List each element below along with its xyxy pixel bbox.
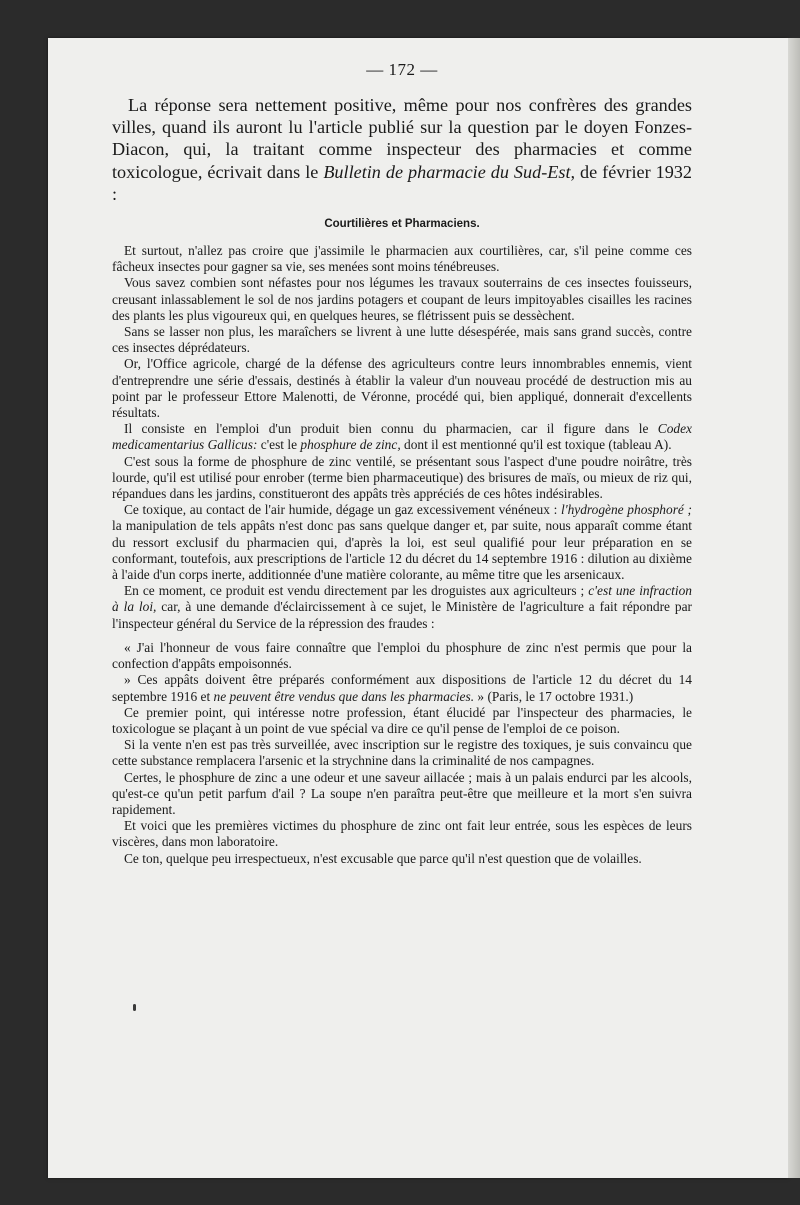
paragraph-7 <box>112 502 692 583</box>
quote-2-text-a: » Ces appâts doivent être préparés conformément aux dispositions de l'article 12 du décret du 14 septembre 1916 et <box>112 672 692 704</box>
intro-text: La réponse sera nettement positive, même pour nos confrères des grandes villes, quand ils auront lu l'article publié sur la question par le doyen Fonzes-Diacon, qui, la traitant comme inspecteur des pharmacies et comme toxicologue, écrivait dans le <box>112 95 692 182</box>
paragraph-7-text-a: Ce toxique, au contact de l'air humide, dégage un gaz excessivement vénéneux : <box>124 502 562 518</box>
paragraph-8-text-b: car, à une demande d'éclaircissement à ce sujet, le Ministère de l'agriculture a fait répondre par l'inspecteur général du Service de la répression des fraudes : <box>112 599 692 631</box>
paragraph-7-text-b: la manipulation de tels appâts n'est donc pas sans quelque danger et, par suite, nous apparaît comme étant du ressort exclusif du pharmacien qui, d'après la loi, est seul qualifié pour leur préparation en se conformant, toutefois, aux prescriptions de l'article 12 du décret du 14 septembre 1916 : dilution au dixième à l'aide d'un corps inerte, additionnée d'une matière colorante, au même titre que les arsenicaux. <box>112 518 692 583</box>
paragraph-5-codex: Codex medicamentarius Gallicus: <box>112 421 692 453</box>
paragraph-8-infraction: c'est une infraction à la loi, <box>112 583 693 615</box>
page-content <box>112 60 692 867</box>
paragraph-5-text-c: dont il est mentionné qu'il est toxique (tableau A). <box>400 437 672 453</box>
paragraph-5-text-a: Il consiste en l'emploi d'un produit bien connu du pharmacien, car il figure dans le <box>124 421 658 437</box>
intro-date: de février 1932 : <box>112 161 692 204</box>
paragraph-6: C'est sous la forme de phosphure de zinc ventilé, se présentant sous l'aspect d'une poudre noirâtre, très lourde, qu'il est utilisé pour enrober (terme bien pharmaceutique) des brisures de maïs, ou mieux de riz qui, répandues dans les jardins, constitueront des appâts très appréciés de ces hôtes indésirables. <box>112 453 692 502</box>
paragraph-2: Vous savez combien sont néfastes pour nos légumes les travaux souterrains de ces insectes fouisseurs, creusant inlassablement le sol de nos jardins potagers et coupant de leurs impitoyables cisailles les racines des plants les plus vigoureux qui, en quelques heures, se flétrissent puis se dessèchent. <box>112 275 692 323</box>
paragraph-8 <box>112 583 692 632</box>
page-number: — 172 — <box>366 60 438 79</box>
quote-paragraph-1: « J'ai l'honneur de vous faire connaître que l'emploi du phosphure de zinc n'est permis que pour la confection d'appâts empoisonnés. <box>112 639 692 672</box>
paragraph-4: Or, l'Office agricole, chargé de la défense des agriculteurs contre leurs innombrables ennemis, vient d'entreprendre une série d'essais, destinés à établir la valeur d'un nouveau procédé de destruction mis au point par le professeur Ettore Malenotti, de Véronne, procédé qui, bien appliqué, donnerait d'excellents résultats. <box>112 356 692 421</box>
paragraph-11: Certes, le phosphure de zinc a une odeur et une saveur aillacée ; mais à un palais endurci par les alcools, qu'est-ce qu'un petit parfum d'ail ? La soupe n'en paraîtra peut-être que meilleure et la mort s'en suivra rapidement. <box>112 769 692 817</box>
paragraph-3: Sans se lasser non plus, les maraîchers se livrent à une lutte désespérée, mais sans grand succès, contre ces insectes déprédateurs. <box>112 324 692 356</box>
ink-spot <box>133 1004 136 1011</box>
paragraph-1: Et surtout, n'allez pas croire que j'assimile le pharmacien aux courtilières, car, s'il peine comme ces fâcheux insectes pour gagner sa vie, ses menées sont moins ténébreuses. <box>112 243 692 275</box>
paragraph-13: Ce ton, quelque peu irrespectueux, n'est excusable que parce qu'il n'est question que de volailles. <box>124 850 642 866</box>
intro-paragraph <box>112 94 692 205</box>
quote-paragraph-2 <box>112 672 692 704</box>
quote-2-text-b: » (Paris, le 17 octobre 1931.) <box>474 688 634 704</box>
page-edge <box>788 38 800 1178</box>
paragraph-12: Et voici que les premières victimes du phosphure de zinc ont fait leur entrée, sous les espèces de leurs viscères, dans mon laboratoire. <box>112 818 692 850</box>
paragraph-5-text-b: c'est le <box>257 437 301 453</box>
paragraph-9: Ce premier point, qui intéresse notre profession, étant élucidé par l'inspecteur des pharmacies, le toxicologue se plaçant à un point de vue spécial va dire ce qu'il pense de l'emploi de ce poison. <box>112 704 692 736</box>
paragraph-5 <box>112 421 692 453</box>
quote-2-pharmacies: ne peuvent être vendus que dans les pharmacies. <box>213 688 475 704</box>
paragraph-10: Si la vente n'en est pas très surveillée, avec inscription sur le registre des toxiques, je suis convaincu que cette substance remplacera l'arsenic et la strychnine dans la criminalité de nos campagnes. <box>112 737 692 769</box>
section-title: Courtilières et Pharmaciens. <box>324 218 480 231</box>
paragraph-7-hydrogene: l'hydrogène phosphoré ; <box>561 502 692 518</box>
paragraph-5-phosphure: phosphure de zinc, <box>300 437 401 453</box>
paragraph-8-text-a: En ce moment, ce produit est vendu directement par les droguistes aux agriculteurs ; <box>124 583 589 599</box>
intro-journal-title: Bulletin de pharmacie du Sud-Est, <box>323 161 576 182</box>
